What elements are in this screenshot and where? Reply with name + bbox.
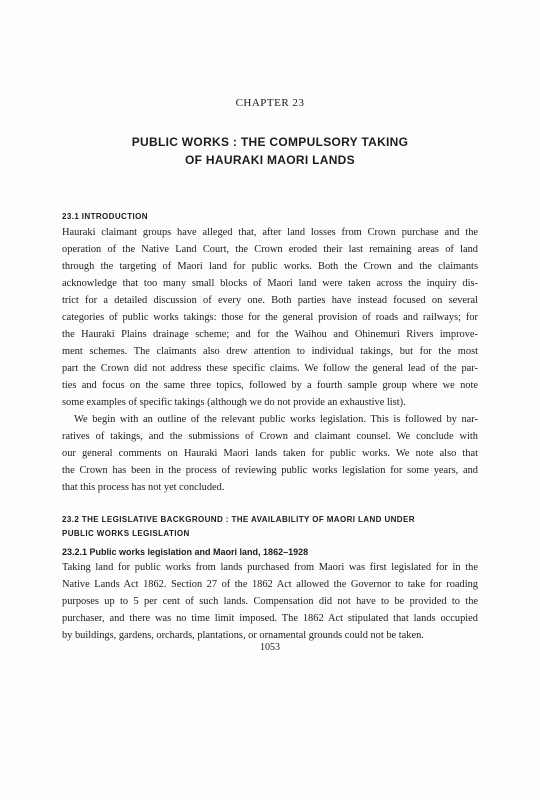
section-heading-legislative-background [62,513,482,541]
section-heading-line-1: 23.2 THE LEGISLATIVE BACKGROUND : THE AVAILABILITY OF MAORI LAND UNDER [62,515,415,524]
text-line: purposes up to 5 per cent of such lands. Compensation did not have to be provided to the [62,596,478,607]
text-line: our general comments on Hauraki Maori lands taken for public works. We note also that [62,448,478,459]
text-line: purchaser, and there was no time limit imposed. The 1862 Act stipulated that lands occupied [62,613,478,624]
introduction-paragraph-1 [62,224,478,411]
text-line: some examples of specific takings (although we do not provide an exhaustive list). [62,397,406,408]
introduction-paragraph-2 [62,411,478,496]
chapter-title-line-2: OF HAURAKI MAORI LANDS [185,153,355,167]
text-line: ties and focus on the same three topics, followed by a fourth sample group where we note [62,380,478,391]
text-line: Native Lands Act 1862. Section 27 of the 1862 Act allowed the Governor to take for roading [62,579,478,590]
text-line: acknowledge that too many small blocks of Maori land were taken across the inquiry dis- [62,278,478,289]
text-line: trict for a detailed discussion of every one. Both parties have instead focused on several [62,295,478,306]
text-line: the Crown has been in the process of reviewing public works legislation for some years, and [62,465,478,476]
text-line: Taking land for public works from lands purchased from Maori was first legislated for in the [62,562,478,573]
section-heading-line-2: PUBLIC WORKS LEGISLATION [62,529,190,538]
text-line: that this process has not yet concluded. [62,482,225,493]
text-line: categories of public works takings: those for the general provision of roads and railways; for [62,312,478,323]
text-line: operation of the Native Land Court, the Crown eroded their last remaining areas of land [62,244,478,255]
chapter-title [0,133,540,169]
text-line: ment schemes. The claimants also drew attention to individual takings, but for the most [62,346,478,357]
section-heading-introduction: 23.1 INTRODUCTION [62,212,148,221]
text-line: by buildings, gardens, orchards, plantations, or ornamental grounds could not be taken. [62,630,424,641]
subsection-heading: 23.2.1 Public works legislation and Maori land, 1862–1928 [62,547,309,557]
text-line: We begin with an outline of the relevant public works legislation. This is followed by nar- [74,414,478,425]
chapter-label: CHAPTER 23 [235,97,305,109]
text-line: Hauraki claimant groups have alleged that, after land losses from Crown purchase and the [62,227,478,238]
text-line: through the targeting of Maori land for public works. Both the Crown and the claimants [62,261,478,272]
chapter-title-line-1: PUBLIC WORKS : THE COMPULSORY TAKING [131,135,409,149]
text-line: the Hauraki Plains drainage scheme; and for the Waihou and Ohinemuri Rivers improve- [62,329,478,340]
page-number: 1053 [260,642,280,653]
text-line: part the Crown did not address these specific claims. We follow the general lead of the par- [62,363,478,374]
text-line: ratives of takings, and the submissions of Crown and claimant counsel. We conclude with [62,431,478,442]
legislation-paragraph-1 [62,559,478,644]
